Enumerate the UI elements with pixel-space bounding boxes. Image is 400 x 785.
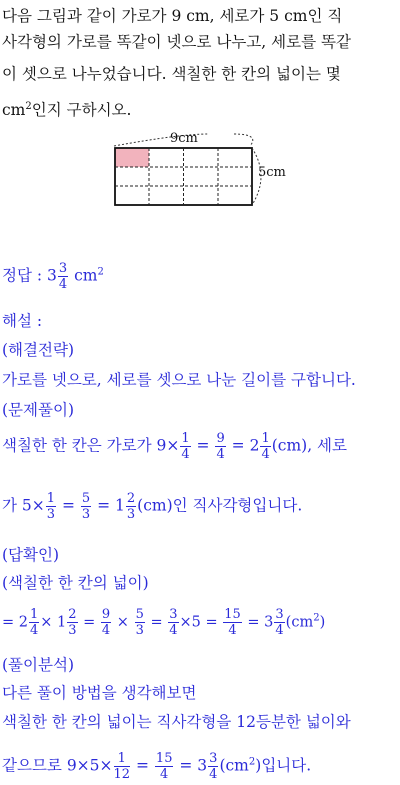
fraction-denominator: 4 bbox=[261, 447, 270, 462]
check-line bbox=[2, 608, 325, 637]
fraction bbox=[114, 752, 131, 781]
fraction bbox=[101, 608, 111, 637]
problem-line-2: 사각형의 가로를 똑같이 넷으로 나누고, 세로를 똑같 bbox=[2, 33, 351, 51]
fraction-numerator: 3 bbox=[169, 607, 178, 622]
math-text: = bbox=[145, 614, 168, 631]
exponent: 2 bbox=[248, 756, 256, 768]
explanation-heading: 해설 : bbox=[2, 312, 43, 330]
fraction bbox=[29, 608, 39, 637]
fraction-numerator: 1 bbox=[46, 491, 56, 506]
fraction-numerator: 3 bbox=[58, 261, 68, 276]
math-text: (cm)인 직사각형입니다. bbox=[137, 496, 303, 515]
strategy-text: 가로를 넷으로, 세로를 셋으로 나눈 길이를 구합니다. bbox=[2, 371, 356, 389]
answer-label: 정답 : 3 bbox=[2, 266, 57, 285]
solve-line-1: 색칠한 한 칸은 가로가 9× $\frac{1}{4}$ = $\frac{9}{4}$ = 2 $\frac{1}{4}$ (cm), 세로 bbox=[2, 431, 347, 462]
unit-cm: cm bbox=[2, 101, 26, 120]
strategy-title: (해결전략) bbox=[2, 341, 74, 359]
fraction bbox=[168, 608, 178, 637]
math-text: = bbox=[131, 756, 154, 775]
fraction-numerator: 9 bbox=[216, 431, 225, 446]
width-dimension-arc-right bbox=[234, 134, 253, 146]
math-text: = 2 bbox=[226, 436, 260, 455]
fraction-numerator: 5 bbox=[81, 491, 91, 506]
answer-line: 정답 : 3 $\frac{3}{4}$ $cm^2$ bbox=[2, 261, 104, 292]
fraction bbox=[155, 752, 174, 781]
fraction-numerator: 3 bbox=[275, 607, 284, 622]
math-text: (cm bbox=[285, 614, 314, 631]
math-text: × bbox=[112, 614, 134, 631]
fraction-numerator: 1 bbox=[261, 431, 270, 446]
fraction bbox=[81, 492, 91, 521]
fraction-denominator: 4 bbox=[209, 767, 218, 782]
fraction-denominator: 12 bbox=[113, 767, 131, 782]
fraction-numerator: 2 bbox=[126, 491, 136, 506]
fraction-denominator: 4 bbox=[228, 623, 237, 638]
analysis-line-2: 색칠한 한 칸의 넓이는 직사각형을 12등분한 넓이와 bbox=[2, 713, 351, 731]
fraction bbox=[215, 432, 225, 461]
answer-fraction bbox=[58, 262, 68, 291]
rectangle-figure bbox=[108, 130, 298, 212]
fraction-denominator: 3 bbox=[135, 623, 144, 638]
fraction-numerator: 2 bbox=[68, 607, 77, 622]
fraction bbox=[135, 608, 145, 637]
exponent: 2 bbox=[313, 612, 320, 624]
fraction-numerator: 5 bbox=[135, 607, 144, 622]
fraction bbox=[180, 432, 190, 461]
fraction bbox=[274, 608, 284, 637]
math-text: = bbox=[191, 436, 215, 455]
math-text: ×5 = bbox=[179, 614, 223, 631]
fraction-numerator: 1 bbox=[114, 752, 131, 767]
fraction-denominator: 4 bbox=[169, 623, 178, 638]
fraction-numerator: 3 bbox=[209, 751, 218, 766]
width-label: 9cm bbox=[170, 131, 198, 146]
fraction-numerator: 15 bbox=[155, 751, 173, 766]
math-text: (cm), 세로 bbox=[271, 436, 347, 455]
answer-unit: cm bbox=[69, 266, 98, 285]
fraction-denominator: 4 bbox=[160, 767, 169, 782]
fraction bbox=[223, 608, 242, 637]
math-text: 같으므로 9×5× bbox=[2, 756, 113, 775]
math-text: = 2 bbox=[2, 614, 28, 631]
fraction-numerator: 1 bbox=[181, 431, 190, 446]
math-text: = bbox=[78, 614, 100, 631]
math-text: )입니다. bbox=[255, 756, 312, 775]
analysis-line-3 bbox=[2, 752, 311, 781]
fraction-denominator: 4 bbox=[275, 623, 284, 638]
solve-line-2 bbox=[2, 492, 302, 521]
problem-line-3: 이 셋으로 나누었습니다. 색칠한 한 칸의 넓이는 몇 bbox=[2, 65, 341, 83]
fraction bbox=[67, 608, 77, 637]
fraction-denominator: 3 bbox=[46, 507, 56, 522]
problem-line-1: 다음 그림과 같이 가로가 9 cm, 세로가 5 cm인 직 bbox=[2, 7, 343, 25]
solve-title: (문제풀이) bbox=[2, 401, 74, 419]
math-text: 가 5× bbox=[2, 496, 45, 515]
fraction-numerator: 9 bbox=[101, 607, 111, 622]
fraction bbox=[208, 752, 218, 781]
fraction-numerator: 1 bbox=[29, 607, 39, 622]
math-text: ) bbox=[319, 614, 326, 631]
fraction-denominator: 4 bbox=[101, 623, 111, 638]
fraction-denominator: 4 bbox=[29, 623, 39, 638]
math-text: = 1 bbox=[92, 496, 125, 515]
shaded-cell bbox=[115, 148, 149, 167]
check-subtitle: (색칠한 한 칸의 넓이) bbox=[2, 574, 149, 592]
fraction-denominator: 3 bbox=[68, 623, 77, 638]
fraction bbox=[46, 492, 56, 521]
fraction-denominator: 3 bbox=[81, 507, 91, 522]
fraction-numerator: 15 bbox=[224, 607, 241, 622]
math-text: (cm bbox=[219, 756, 249, 775]
unit-exponent: 2 bbox=[25, 101, 32, 112]
analysis-line-1: 다른 풀이 방법을 생각해보면 bbox=[2, 684, 197, 702]
math-text: × 1 bbox=[40, 614, 67, 631]
problem-line-4-rest: 인지 구하시오. bbox=[31, 101, 132, 120]
fraction-denominator: 4 bbox=[181, 447, 190, 462]
height-label: 5cm bbox=[258, 165, 286, 180]
math-text: = bbox=[57, 496, 80, 515]
fraction-denominator: 3 bbox=[126, 507, 136, 522]
analysis-title: (풀이분석) bbox=[2, 656, 74, 674]
fraction bbox=[260, 432, 270, 461]
fraction-denominator: 4 bbox=[216, 447, 225, 462]
math-text: = 3 bbox=[242, 614, 274, 631]
math-text: = 3 bbox=[174, 756, 208, 775]
fraction-denominator: 4 bbox=[58, 277, 68, 292]
fraction bbox=[126, 492, 136, 521]
check-title: (답확인) bbox=[2, 546, 60, 564]
problem-line-4 bbox=[2, 97, 131, 120]
